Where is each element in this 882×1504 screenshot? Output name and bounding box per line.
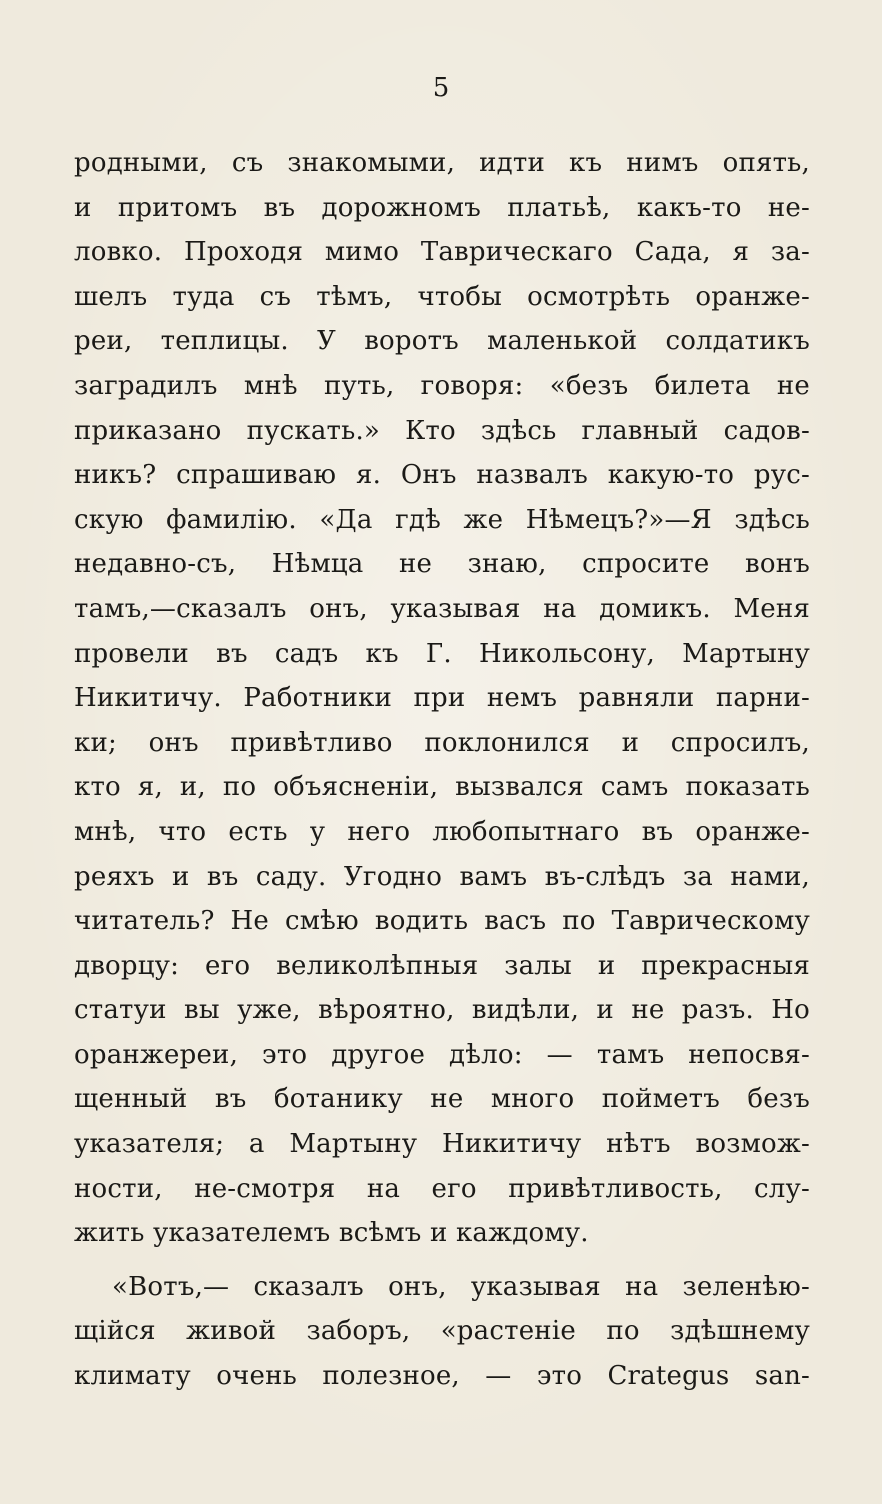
text-line: никъ? спрашиваю я. Онъ назвалъ какую-то рус- <box>74 460 810 491</box>
text-line: кто я, и, по объясненіи, вызвался самъ показать <box>74 772 810 803</box>
text-line: провели въ садъ къ Г. Никольсону, Мартыну <box>74 638 810 669</box>
text-line: реи, теплицы. У воротъ маленькой солдатикъ <box>74 326 810 357</box>
text-line: климату очень полезное, — это Crategus san- <box>74 1361 810 1392</box>
text-line: родными, съ знакомыми, идти къ нимъ опять, <box>74 148 810 178</box>
text-line: и притомъ въ дорожномъ платьѣ, какъ-то не- <box>74 192 810 223</box>
text-line: дворцу: его великолѣпныя залы и прекрасныя <box>74 950 810 981</box>
text-line: заградилъ мнѣ путь, говоря: «безъ билета не <box>74 370 810 401</box>
text-line: статуи вы уже, вѣроятно, видѣли, и не разъ. Но <box>74 995 810 1026</box>
text-line: оранжереи, это другое дѣло: — тамъ непосвя- <box>74 1039 810 1070</box>
text-line: щенный въ ботанику не много пойметъ безъ <box>74 1084 810 1115</box>
text-line: реяхъ и въ саду. Угодно вамъ въ-слѣдъ за нами, <box>74 861 810 892</box>
text-line: скую фамилію. «Да гдѣ же Нѣмецъ?»—Я здѣсь <box>74 504 810 535</box>
text-line: указателя; а Мартыну Никитичу нѣтъ возмож- <box>74 1129 810 1160</box>
text-line: мнѣ, что есть у него любопытнаго въ оранже- <box>74 816 810 847</box>
body-text <box>74 141 810 1399</box>
paragraph <box>74 141 810 1256</box>
text-line: щійся живой заборъ, «растеніе по здѣшнему <box>74 1316 810 1347</box>
text-line: недавно-съ, Нѣмца не знаю, спросите вонъ <box>74 549 810 580</box>
page-number: 5 <box>432 73 450 103</box>
text-line: ловко. Проходя мимо Таврическаго Сада, я за- <box>74 237 810 268</box>
text-line: тамъ,—сказалъ онъ, указывая на домикъ. Меня <box>74 593 810 624</box>
text-line: Никитичу. Работники при немъ равняли парни- <box>74 683 810 714</box>
text-line: ки; онъ привѣтливо поклонился и спросилъ, <box>74 727 810 758</box>
text-line: приказано пускать.» Кто здѣсь главный садов- <box>74 415 810 446</box>
text-line: жить указателемъ всѣмъ и каждому. <box>74 1218 589 1249</box>
paragraph-gap <box>74 1256 810 1265</box>
text-line: шелъ туда съ тѣмъ, чтобы осмотрѣть оранже- <box>74 281 810 312</box>
text-line: ности, не-смотря на его привѣтливость, слу- <box>74 1173 810 1204</box>
text-line: читатель? Не смѣю водить васъ по Таврическому <box>74 906 810 937</box>
text-line: «Вотъ,— сказалъ онъ, указывая на зеленѣю- <box>112 1271 810 1302</box>
paragraph <box>74 1265 810 1399</box>
